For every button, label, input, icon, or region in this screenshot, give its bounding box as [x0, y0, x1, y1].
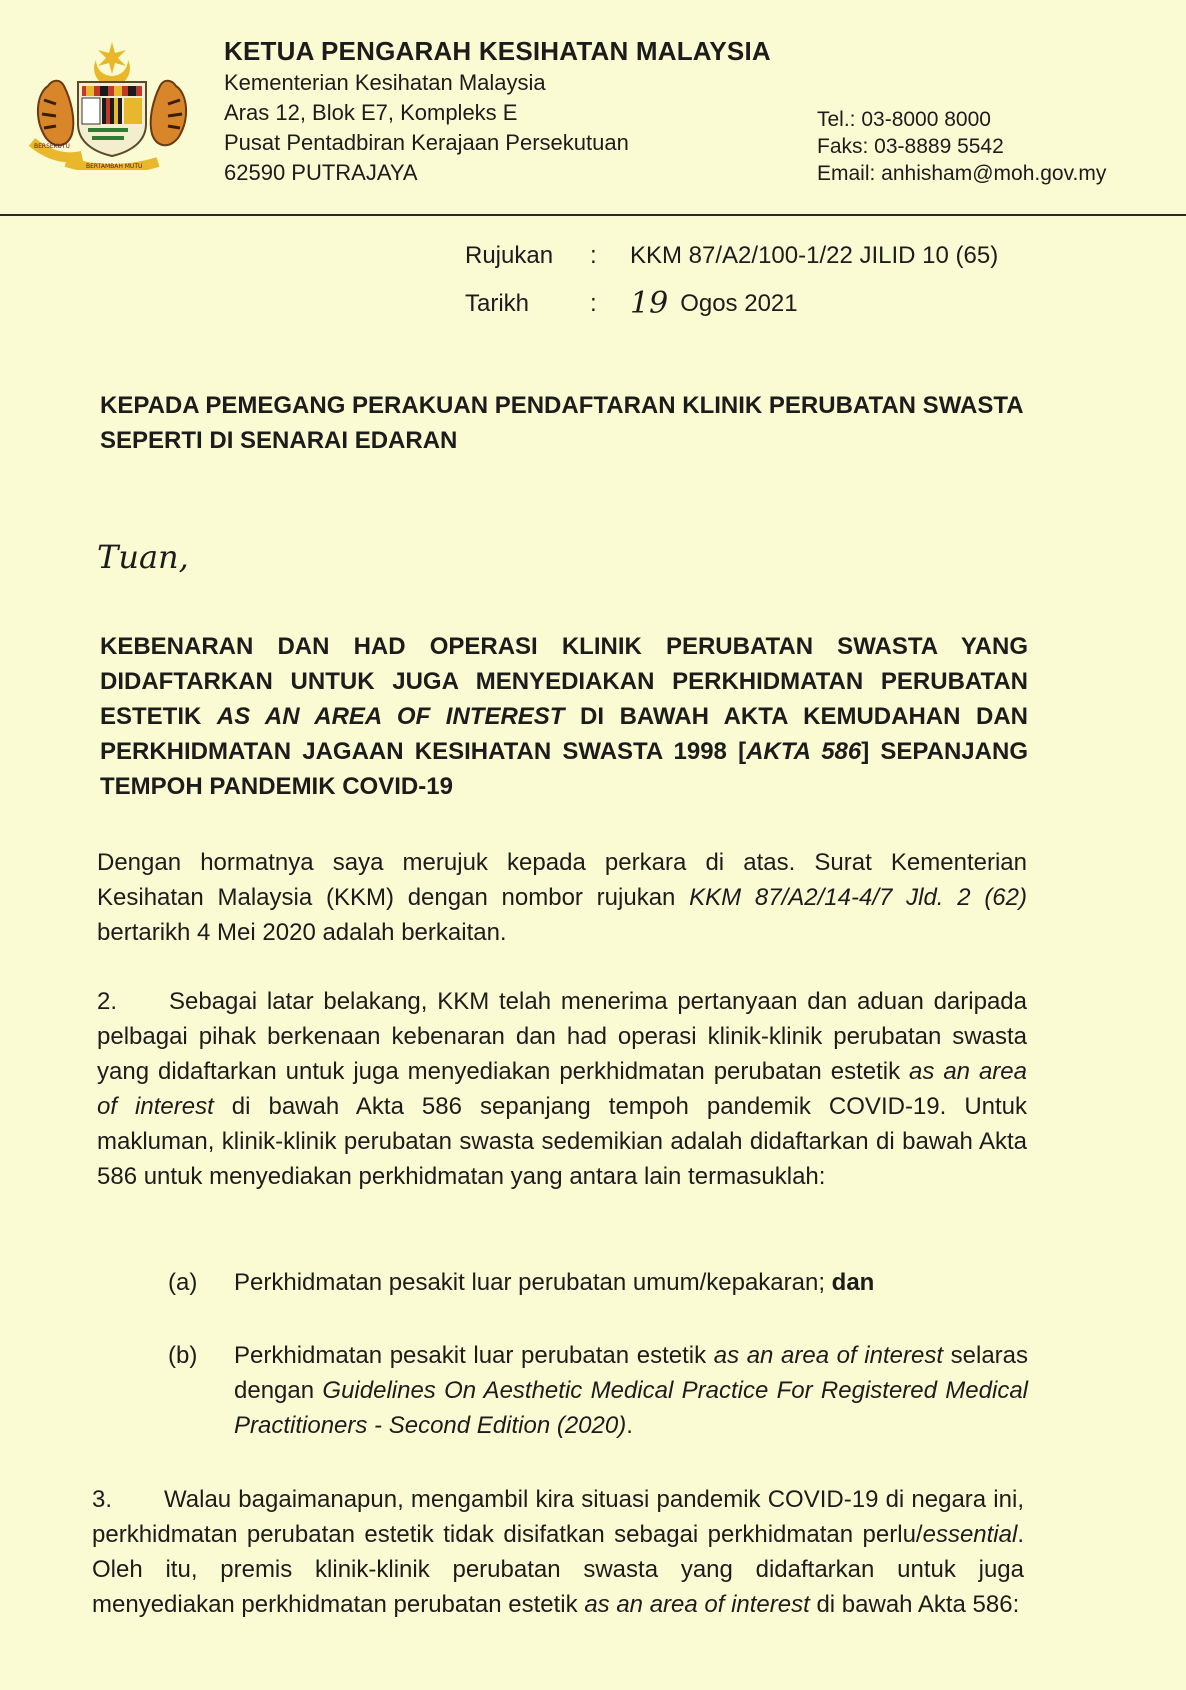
contact-block [817, 106, 1106, 187]
paragraph-italic: as an area of interest [584, 1591, 810, 1618]
list-item-bold: dan [831, 1269, 875, 1296]
list-item-text [234, 1338, 1028, 1443]
paragraph-text: . Oleh itu, premis klinik-klinik perubatan swasta yang didaftarkan untuk juga menyediakan perkhidmatan perubatan estetik [92, 1521, 1024, 1618]
letterhead-title: KETUA PENGARAH KESIHATAN MALAYSIA [224, 36, 771, 66]
svg-text:BERSEKUTU: BERSEKUTU [34, 143, 70, 150]
email: Email: anhisham@moh.gov.my [817, 162, 1107, 185]
list-item-body: . [626, 1412, 633, 1439]
list-item-text [234, 1265, 1028, 1300]
subject-text: KEBENARAN DAN HAD OPERASI KLINIK PERUBATAN SWASTA YANG DIDAFTARKAN UNTUK JUGA MENYEDIAKAN PERKHIDMATAN PERUBATAN ESTETIK [100, 633, 1028, 730]
date-row [465, 280, 998, 328]
telephone: Tel.: 03-8000 8000 [817, 108, 991, 131]
paragraph-number: 2. [97, 988, 118, 1015]
date-label: Tarikh [465, 290, 530, 317]
address-line: Pusat Pentadbiran Kerajaan Persekutuan [224, 130, 629, 155]
date-colon: : [590, 290, 597, 317]
list-item-label: (a) [168, 1269, 198, 1296]
handwritten-day: 19 [630, 286, 669, 321]
paragraph-3 [92, 1482, 1024, 1622]
list-item [168, 1265, 1028, 1300]
paragraph-italic: KKM 87/A2/14-4/7 Jld. 2 (62) [689, 884, 1027, 911]
paragraph-text: bertarikh 4 Mei 2020 adalah berkaitan. [97, 919, 507, 946]
subject-heading [100, 629, 1028, 804]
list-item-body: Perkhidmatan pesakit luar perubatan estetik [234, 1342, 714, 1369]
address-line: Kementerian Kesihatan Malaysia [224, 70, 546, 95]
subject-text: ] SEPANJANG TEMPOH PANDEMIK COVID-19 [100, 738, 1028, 800]
paragraph-text: Walau bagaimanapun, mengambil kira situasi pandemik COVID-19 di negara ini, perkhidmatan perubatan estetik tidak disifatkan sebagai perkhidmatan perlu/ [92, 1486, 1024, 1548]
letterhead [224, 34, 771, 188]
list-item-body: Perkhidmatan pesakit luar perubatan umum/kepakaran; [234, 1269, 832, 1296]
fax: Faks: 03-8889 5542 [817, 135, 1004, 158]
salutation: Tuan, [97, 538, 189, 576]
list-item-italic: as an area of interest [713, 1342, 944, 1369]
paragraph-text: di bawah Akta 586 sepanjang tempoh pandemik COVID-19. Untuk makluman, klinik-klinik perubatan swasta sedemikian adalah didaftarkan di bawah Akta 586 untuk menyediakan perkhidmatan yang antara lain termasuklah: [97, 1093, 1028, 1190]
list-item-label: (b) [168, 1342, 198, 1369]
list-item [168, 1338, 1028, 1443]
paragraph-text: di bawah Akta 586: [809, 1591, 1020, 1618]
address-line: Aras 12, Blok E7, Kompleks E [224, 100, 518, 125]
subject-text: DI BAWAH AKTA KEMUDAHAN DAN PERKHIDMATAN JAGAAN KESIHATAN SWASTA 1998 [ [100, 703, 1028, 765]
reference-row [465, 232, 998, 280]
reference-block [465, 232, 998, 328]
paragraph-number: 3. [92, 1486, 113, 1513]
paragraph-text: Dengan hormatnya saya merujuk kepada perkara di atas. Surat Kementerian Kesihatan Malaysia (KKM) dengan nombor rujukan [97, 849, 1027, 911]
reference-label: Rujukan [465, 242, 554, 269]
coat-of-arms-of-malaysia [26, 38, 198, 170]
reference-number: KKM 87/A2/100-1/22 JILID 10 (65) [630, 242, 999, 269]
list-item-italic: Guidelines On Aesthetic Medical Practice For Registered Medical Practitioners - Second Edition (2020) [234, 1377, 1028, 1439]
date-value: Ogos 2021 [680, 290, 798, 317]
addressee: KEPADA PEMEGANG PERAKUAN PENDAFTARAN KLINIK PERUBATAN SWASTA SEPERTI DI SENARAI EDARAN [100, 392, 1023, 454]
paragraph-italic: as an area of interest [97, 1058, 1027, 1120]
subject-italic: AS AN AREA OF INTEREST [216, 703, 565, 730]
list-item-body: selaras dengan [234, 1342, 1029, 1404]
paragraph-2 [97, 984, 1027, 1194]
reference-colon: : [590, 242, 597, 269]
paragraph-text: Sebagai latar belakang, KKM telah menerima pertanyaan dan aduan daripada pelbagai pihak berkenaan kebenaran dan had operasi klinik-klinik perubatan swasta yang didaftarkan untuk juga menyediakan perkhidmatan perubatan estetik [97, 988, 1027, 1085]
paragraph-italic: essential [922, 1521, 1018, 1548]
header-divider [0, 214, 1186, 216]
paragraph-1 [97, 845, 1027, 950]
svg-text:BERTAMBAH MUTU: BERTAMBAH MUTU [86, 163, 143, 170]
address-line: 62590 PUTRAJAYA [224, 160, 418, 185]
subject-italic: AKTA 586 [746, 738, 862, 765]
